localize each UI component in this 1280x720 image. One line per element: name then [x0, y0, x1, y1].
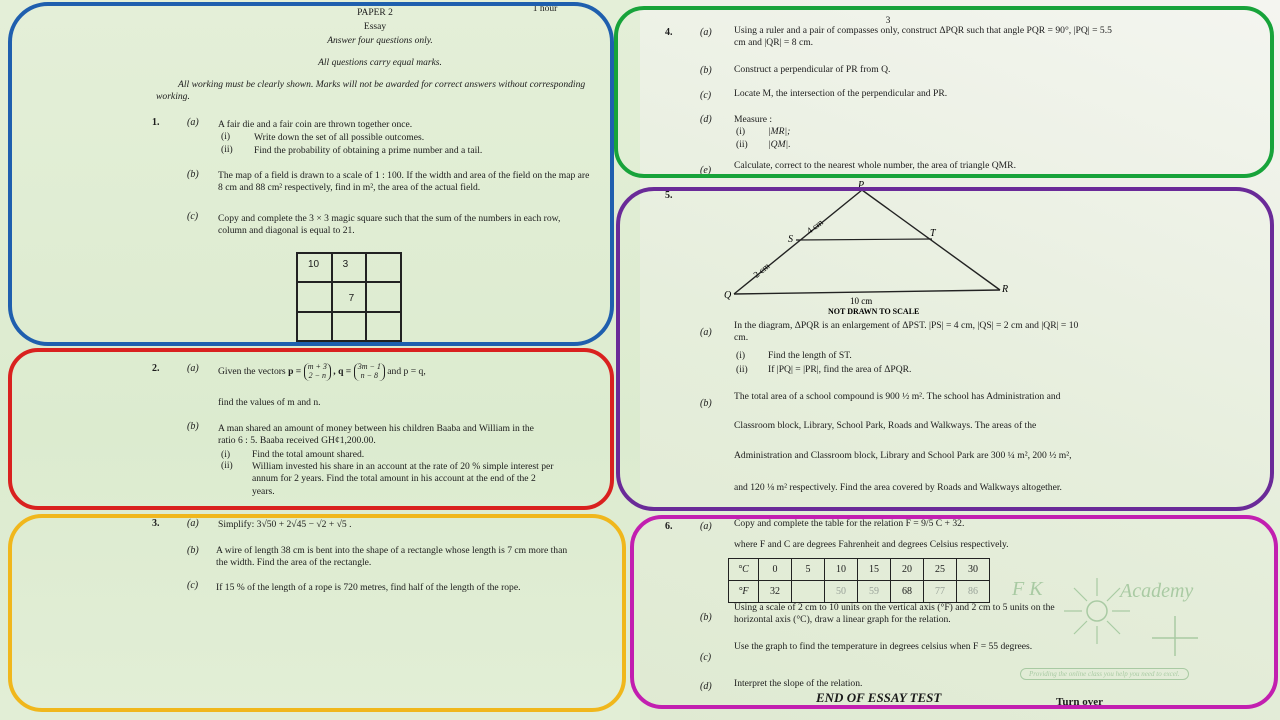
- magic-cell: 7: [332, 282, 367, 311]
- fahrenheit-cell: 59: [858, 581, 891, 603]
- q1b-text: The map of a field is drawn to a scale of 1 : 100. If the width and area of the field on the map are 8 cm and 88 cm² respectively, find in m², the area of the actual field.: [218, 170, 590, 194]
- q3b-text: A wire of length 38 cm is bent into the shape of a rectangle whose length is 7 cm more than the width. Find the area of the rectangle.: [216, 545, 568, 569]
- celsius-cell: 25: [924, 559, 957, 581]
- fahrenheit-cell: 77: [924, 581, 957, 603]
- q1-number: 1.: [152, 117, 160, 128]
- q6a-text: Copy and complete the table for the relation F = 9/5 C + 32.: [734, 518, 965, 529]
- magic-cell: [366, 253, 401, 282]
- q6d-label: (d): [700, 681, 712, 692]
- magic-cell: [366, 312, 401, 341]
- q5a-ii-text: If |PQ| = |PR|, find the area of ΔPQR.: [768, 364, 912, 375]
- celsius-cell: 15: [858, 559, 891, 581]
- not-to-scale-caption: NOT DRAWN TO SCALE: [828, 307, 920, 316]
- q3a-text: Simplify: 3√50 + 2√45 − √2 + √5 .: [218, 519, 352, 530]
- fahrenheit-cell: [792, 581, 825, 603]
- q4d-i-label: (i): [736, 126, 746, 137]
- q5a-label: (a): [700, 327, 712, 338]
- magic-cell: 3: [332, 253, 367, 282]
- q6b-label: (b): [700, 612, 712, 623]
- temperature-table: [728, 558, 990, 603]
- q4a-label: (a): [700, 27, 712, 38]
- fahrenheit-cell: 68: [891, 581, 924, 603]
- q6-number: 6.: [665, 521, 673, 532]
- q1c-text: Copy and complete the 3 × 3 magic square such that the sum of the numbers in each row, column and diagonal is equal to 21.: [218, 213, 561, 237]
- q4d-ii-label: (ii): [736, 139, 748, 150]
- q2b-ii-text: William invested his share in an account at the rate of 20 % simple interest per annum for 2 years. Find the total amount in his account at the end of the 2 years.: [252, 461, 554, 497]
- duration-label: 1 hour: [532, 4, 558, 14]
- q3a-label: (a): [187, 518, 199, 529]
- q3c-text: If 15 % of the length of a rope is 720 metres, find half of the length of the rope.: [216, 582, 521, 593]
- label-qr: 10 cm: [850, 296, 873, 306]
- side-qr: [734, 290, 1000, 294]
- triangle-diagram: [700, 180, 1040, 320]
- q4-number: 4.: [665, 27, 673, 38]
- q4d-text: Measure :: [734, 114, 773, 125]
- q6a-where: where F and C are degrees Fahrenheit and degrees Celsius respectively.: [734, 539, 1009, 550]
- academy-watermark: [1010, 572, 1200, 692]
- q4b-text: Construct a perpendicular of PR from Q.: [734, 64, 891, 75]
- magic-cell: [297, 282, 332, 311]
- label-qs: 2 cm: [751, 260, 772, 280]
- q2b-label: (b): [187, 421, 199, 432]
- q3b-label: (b): [187, 545, 199, 556]
- q1a-ii-text: Find the probability of obtaining a prime number and a tail.: [254, 145, 483, 156]
- celsius-cell: 10: [825, 559, 858, 581]
- celsius-header: °C: [729, 559, 759, 581]
- q2a-given: Given the vectors: [218, 366, 286, 377]
- magic-cell: [366, 282, 401, 311]
- vertex-s: S: [788, 234, 793, 245]
- q6a-label: (a): [700, 521, 712, 532]
- fahrenheit-cell: 50: [825, 581, 858, 603]
- page-number: 3: [885, 16, 891, 26]
- q4d-ii-text: |QM|.: [768, 139, 791, 150]
- q1a-ii-label: (ii): [221, 144, 233, 155]
- q3-number: 3.: [152, 518, 160, 529]
- q1b-label: (b): [187, 169, 199, 180]
- vector-q-bottom: n − 8: [360, 370, 378, 380]
- fahrenheit-cell: 86: [957, 581, 990, 603]
- q3c-label: (c): [187, 580, 199, 591]
- magic-cell: [297, 312, 332, 341]
- celsius-cell: 0: [759, 559, 792, 581]
- vector-p: [304, 363, 331, 381]
- q1a-i-text: Write down the set of all possible outcomes.: [254, 132, 425, 143]
- vertex-q: Q: [724, 290, 732, 301]
- magic-square: [296, 252, 402, 342]
- q6c-text: Use the graph to find the temperature in degrees celsius when F = 55 degrees.: [734, 641, 1033, 652]
- magic-cell: [332, 312, 367, 341]
- vector-p-top: m + 3: [307, 362, 327, 371]
- q5a-text: In the diagram, ΔPQR is an enlargement of ΔPST. |PS| = 4 cm, |QS| = 2 cm and |QR| = 10 cm.: [734, 320, 1079, 344]
- q2-number: 2.: [152, 363, 160, 374]
- side-pr: [862, 190, 1000, 290]
- vector-q-top: 3m − 1: [357, 362, 381, 371]
- celsius-cell: 20: [891, 559, 924, 581]
- q2a-p-label: p =: [288, 366, 302, 377]
- q2b-ii-label: (ii): [221, 460, 233, 471]
- celsius-cell: 30: [957, 559, 990, 581]
- end-of-test-label: END OF ESSAY TEST: [816, 690, 942, 705]
- q2a-tail: and p = q,: [387, 366, 426, 377]
- paper-type: Essay: [363, 22, 387, 32]
- q4c-text: Locate M, the intersection of the perpendicular and PR.: [734, 88, 948, 99]
- q4c-label: (c): [700, 90, 712, 101]
- vector-p-bottom: 2 − n: [308, 370, 326, 380]
- q2a-find: find the values of m and n.: [218, 397, 321, 408]
- q5b-line3: Administration and Classroom block, Library and School Park are 300 ¼ m², 200 ½ m²,: [734, 450, 1072, 461]
- fahrenheit-row: [729, 581, 990, 603]
- celsius-cell: 5: [792, 559, 825, 581]
- celsius-row: [729, 559, 990, 581]
- instruction-working: All working must be clearly shown. Marks will not be awarded for correct answers without corresponding working.: [156, 79, 586, 103]
- q5a-i-label: (i): [736, 350, 746, 361]
- q5b-line4: and 120 ⅛ m² respectively. Find the area covered by Roads and Walkways altogether.: [734, 482, 1062, 493]
- q2a-vectors: [218, 363, 518, 381]
- magic-cell: 10: [297, 253, 332, 282]
- q1a-text: A fair die and a fair coin are thrown together once.: [218, 119, 413, 130]
- watermark-tagline: Providing the online class you help you need to excel.: [1020, 668, 1189, 680]
- vertex-t: T: [930, 228, 936, 239]
- q2b-i-label: (i): [221, 449, 231, 460]
- q5b-line1: The total area of a school compound is 900 ½ m². The school has Administration and: [734, 391, 1061, 402]
- q2b-i-text: Find the total amount shared.: [252, 449, 365, 460]
- q4a-text: Using a ruler and a pair of compasses only, construct ΔPQR such that angle PQR = 90°, |PQ| = 5.5 cm and |QR| = 8 cm.: [734, 25, 1112, 49]
- q1a-i-label: (i): [221, 131, 231, 142]
- q6c-label: (c): [700, 652, 712, 663]
- q5b-line2: Classroom block, Library, School Park, Roads and Walkways. The areas of the: [734, 420, 1037, 431]
- q2a-q-label: , q =: [333, 366, 352, 377]
- instruction-equal-marks: All questions carry equal marks.: [318, 58, 442, 68]
- vector-q: [354, 363, 385, 381]
- label-ps: 4 cm: [804, 217, 825, 236]
- q4d-i-text: |MR|;: [768, 126, 791, 137]
- axes-logo-icon: [1150, 614, 1200, 658]
- watermark-brand-left: F K: [1012, 578, 1043, 600]
- side-pq: [734, 190, 862, 294]
- q6d-text: Interpret the slope of the relation.: [734, 678, 863, 689]
- paper-label: PAPER 2: [357, 8, 393, 18]
- vertex-p: P: [858, 180, 865, 191]
- instruction-answer-four: Answer four questions only.: [327, 36, 433, 46]
- q4e-text: Calculate, correct to the nearest whole number, the area of triangle QMR.: [734, 160, 1016, 171]
- q1a-label: (a): [187, 117, 199, 128]
- fahrenheit-header: °F: [729, 581, 759, 603]
- q5a-ii-label: (ii): [736, 364, 748, 375]
- q4e-label: (e): [700, 165, 712, 176]
- watermark-brand-right: Academy: [1120, 580, 1194, 602]
- turn-over-label: Turn over: [1056, 696, 1103, 708]
- fahrenheit-cell: 32: [759, 581, 792, 603]
- q1c-label: (c): [187, 211, 199, 222]
- q5a-i-text: Find the length of ST.: [768, 350, 852, 361]
- q5b-label: (b): [700, 398, 712, 409]
- q4b-label: (b): [700, 65, 712, 76]
- q4d-label: (d): [700, 114, 712, 125]
- q5-number: 5.: [665, 190, 673, 201]
- q2b-text: A man shared an amount of money between his children Baaba and William in the ratio 6 : 5. Baaba received GH¢1,200.00.: [218, 423, 534, 447]
- vertex-r: R: [1002, 284, 1009, 295]
- q6b-text: Using a scale of 2 cm to 10 units on the vertical axis (°F) and 2 cm to 5 units on the horizontal axis (°C), draw a linear graph for the relation.: [734, 602, 1055, 626]
- side-st: [796, 239, 932, 240]
- q2a-label: (a): [187, 363, 199, 374]
